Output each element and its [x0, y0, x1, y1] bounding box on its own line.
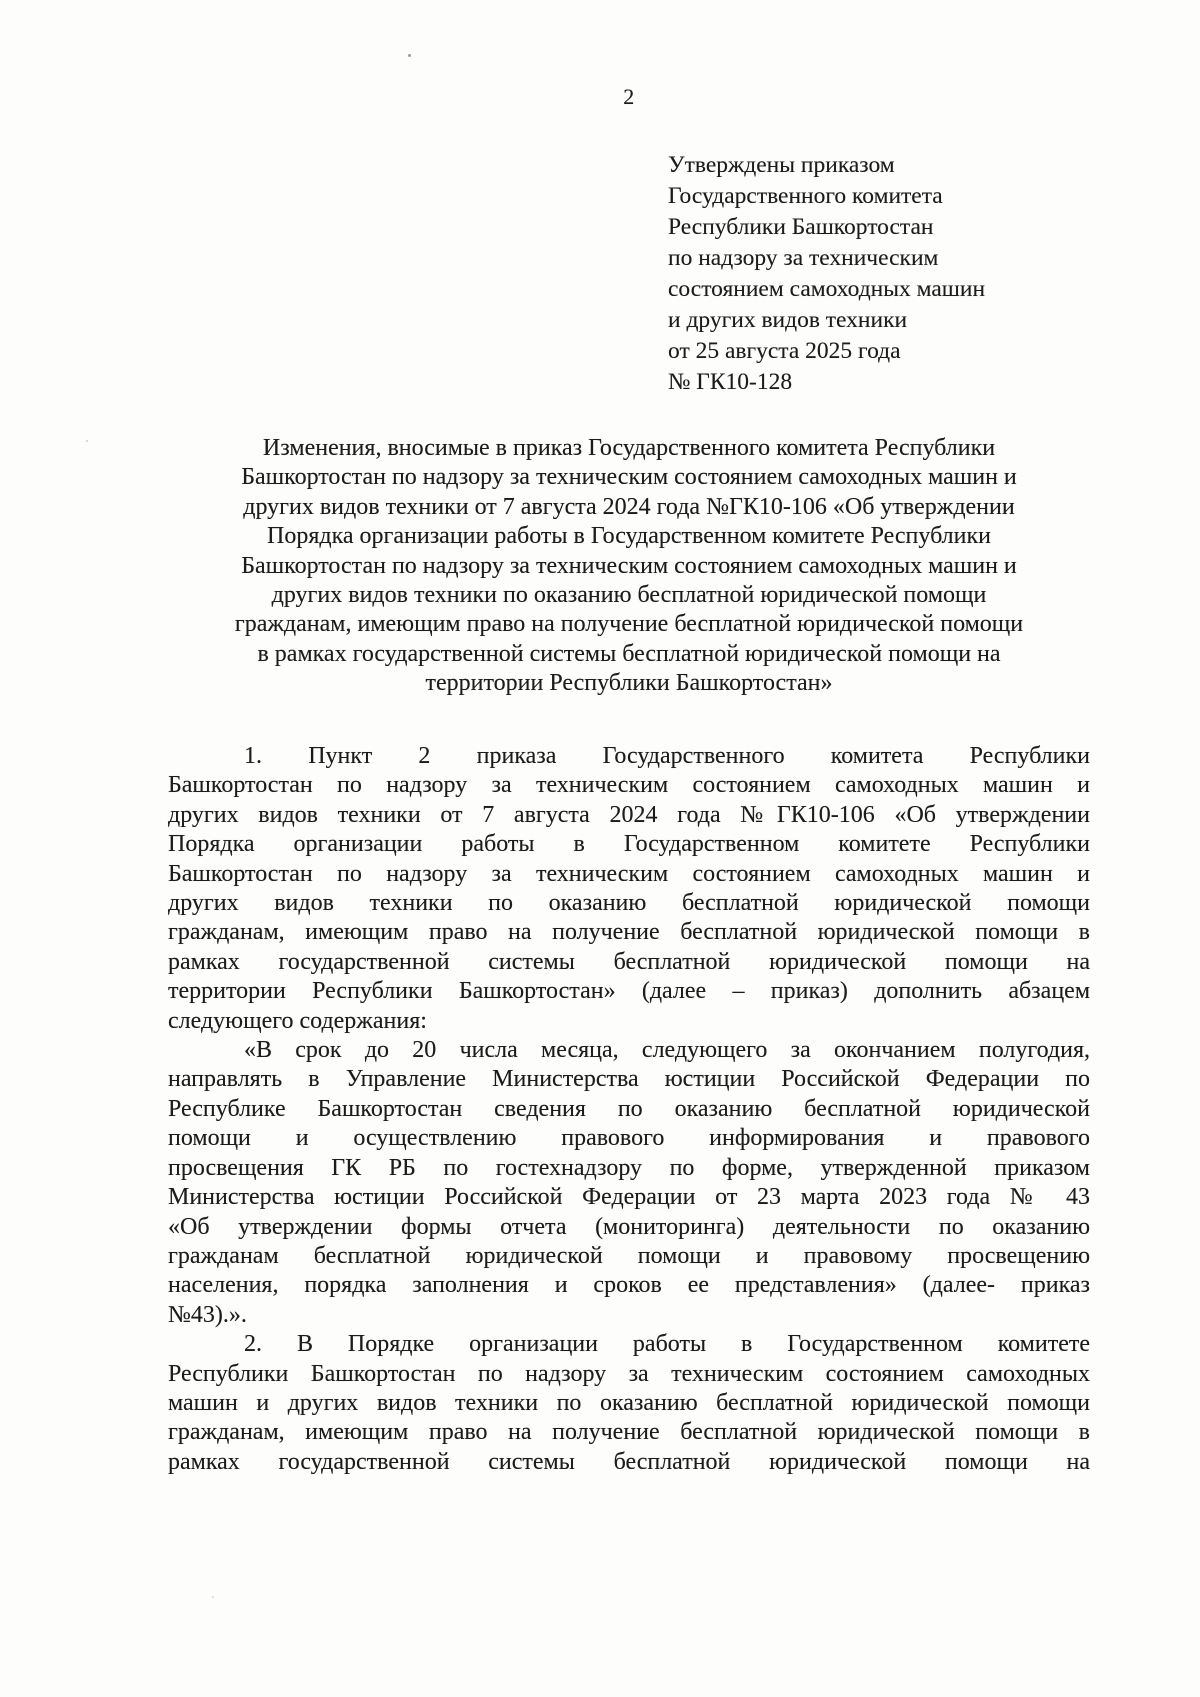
body-line: Башкортостан по надзору за техническим состоянием самоходных машин и	[168, 772, 1090, 799]
body-line: «В срок до 20 числа месяца, следующего за окончанием полугодия,	[244, 1037, 1090, 1064]
title-line: других видов техники по оказанию бесплатной юридической помощи	[271, 582, 987, 609]
title-line: Изменения, вносимые в приказ Государственного комитета Республики	[262, 435, 996, 461]
body-line: рамках государственной системы бесплатной юридической помощи на	[168, 1448, 1090, 1475]
approval-line: по надзору за техническим	[668, 245, 939, 271]
approval-order-number: № ГК10-128	[668, 369, 793, 395]
title-line: Башкортостан по надзору за техническим состоянием самоходных машин и	[241, 464, 1017, 491]
document-body	[168, 742, 1090, 1477]
scan-speck	[86, 440, 88, 442]
body-paragraph-1	[168, 742, 1090, 1036]
approval-line: от 25 августа 2025 года	[668, 338, 901, 364]
approval-line: Государственного комитета	[668, 183, 943, 209]
document-title	[168, 434, 1090, 699]
body-line: помощи и осуществлению правового информирования и правового	[168, 1125, 1090, 1152]
scan-speck	[408, 54, 411, 57]
body-quote-paragraph	[168, 1036, 1090, 1330]
page-number: 2	[623, 84, 635, 109]
body-line: машин и других видов техники по оказанию бесплатной юридической помощи	[168, 1389, 1090, 1416]
title-line: Порядка организации работы в Государственном комитете Республики	[266, 523, 992, 550]
body-line: гражданам, имеющим право на получение бесплатной юридической помощи в	[168, 1419, 1090, 1446]
body-line: Республике Башкортостан сведения по оказанию бесплатной юридической	[168, 1095, 1090, 1122]
body-line: следующего содержания:	[168, 1007, 427, 1034]
title-line: Башкортостан по надзору за техническим состоянием самоходных машин и	[241, 552, 1017, 579]
body-line: Башкортостан по надзору за техническим состоянием самоходных машин и	[168, 860, 1090, 887]
title-line: гражданам, имеющим право на получение бесплатной юридической помощи	[234, 611, 1024, 638]
body-line: 2. В Порядке организации работы в Государственном комитете	[244, 1331, 1090, 1358]
approval-line: состоянием самоходных машин	[668, 276, 986, 302]
title-line: других видов техники от 7 августа 2024 года №ГК10-106 «Об утверждении	[243, 493, 1015, 520]
body-line: населения, порядка заполнения и сроков ее представления» (далее- приказ	[168, 1272, 1090, 1299]
body-line: направлять в Управление Министерства юстиции Российской Федерации по	[168, 1066, 1090, 1093]
body-line: «Об утверждении формы отчета (мониторинга) деятельности по оказанию	[168, 1213, 1090, 1240]
body-line: других видов техники от 7 августа 2024 года №ГК10-106 «Об утверждении	[168, 801, 1090, 828]
body-line: просвещения ГК РБ по гостехнадзору по форме, утвержденной приказом	[168, 1154, 1090, 1181]
body-paragraph-2	[168, 1330, 1090, 1477]
body-line: Порядка организации работы в Государственном комитете Республики	[168, 831, 1090, 858]
title-line: территории Республики Башкортостан»	[425, 670, 833, 697]
body-line: других видов техники по оказанию бесплатной юридической помощи	[168, 890, 1090, 917]
body-line: рамках государственной системы бесплатной юридической помощи на	[168, 948, 1090, 975]
scan-speck	[212, 1596, 214, 1598]
approval-stamp-block	[668, 150, 985, 398]
approval-line: Республики Башкортостан	[668, 214, 934, 240]
body-line: территории Республики Башкортостан» (далее – приказ) дополнить абзацем	[168, 978, 1090, 1005]
body-line: гражданам бесплатной юридической помощи и правовому просвещению	[168, 1242, 1090, 1269]
body-line: Республики Башкортостан по надзору за техническим состоянием самоходных	[168, 1360, 1090, 1387]
body-line: гражданам, имеющим право на получение бесплатной юридической помощи в	[168, 919, 1090, 946]
title-line: в рамках государственной системы бесплатной юридической помощи на	[257, 640, 1001, 667]
approval-line: Утверждены приказом	[668, 152, 895, 178]
approval-line: и других видов техники	[668, 307, 908, 333]
body-line: Министерства юстиции Российской Федерации от 23 марта 2023 года № 43	[168, 1184, 1090, 1211]
body-line: 1. Пункт 2 приказа Государственного комитета Республики	[244, 743, 1090, 769]
body-line: №43).».	[168, 1301, 247, 1328]
